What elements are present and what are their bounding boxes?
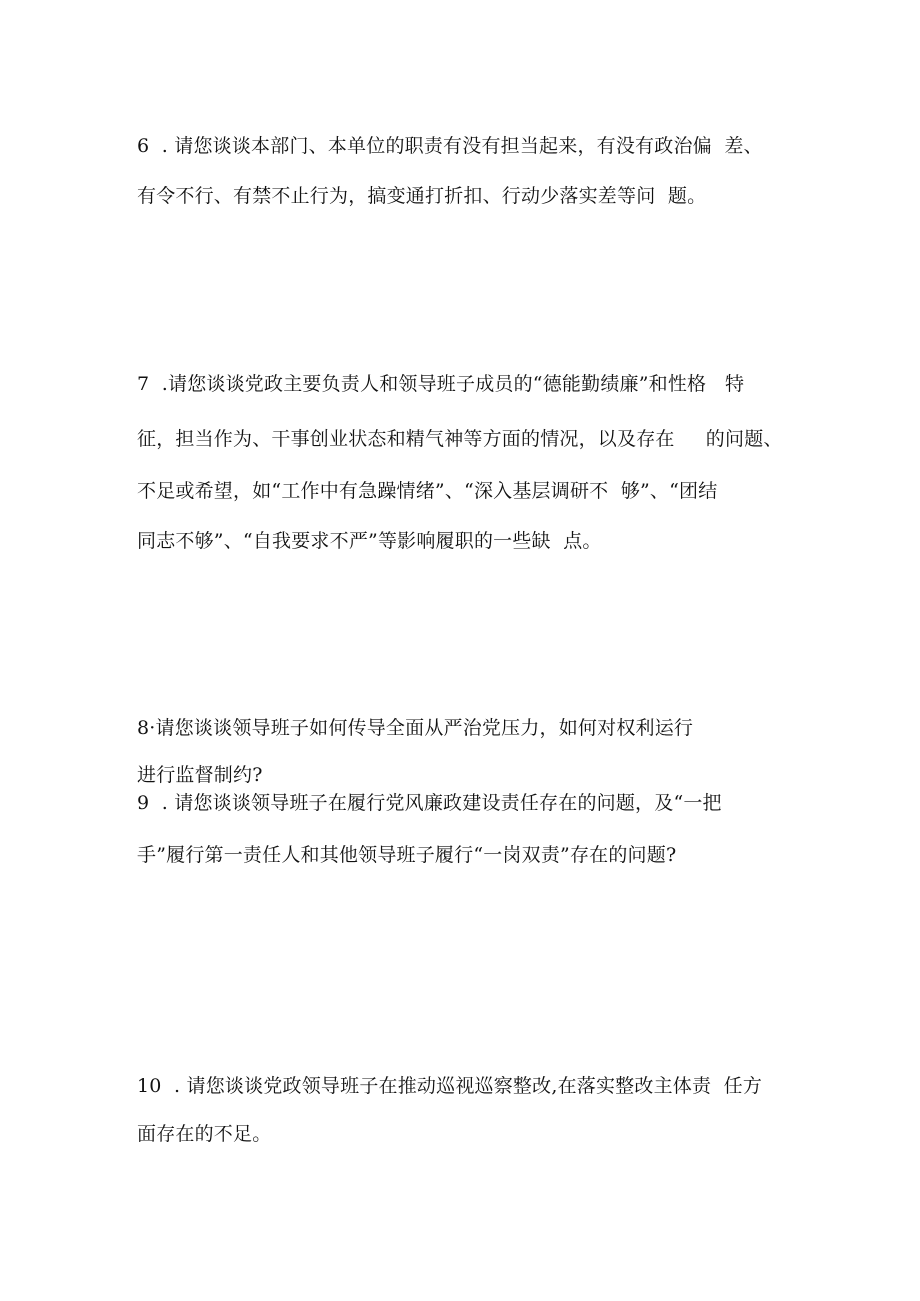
question-9-line-1: 9 . 请您谈谈领导班子在履行党风廉政建设责任存在的问题，及“一把: [137, 792, 722, 814]
question-8-line-1: 8·请您谈谈领导班子如何传导全面从严治党压力，如何对权利运行: [137, 717, 694, 739]
question-7-line-1: 7 .请您谈谈党政主要负责人和领导班子成员的“德能勤绩廉”和性格 特: [137, 373, 745, 395]
question-7-line-2: 征，担当作为、干事创业状态和精气神等方面的情况，以及存在 的问题、: [137, 428, 783, 450]
question-8-line-2: 进行监督制约?: [137, 764, 263, 786]
question-6-line-2: 有令不行、有禁不止行为，搞变通打折扣、行动少落实差等问 题。: [137, 185, 707, 207]
question-10-line-2: 面存在的不足。: [137, 1123, 272, 1145]
question-10-line-1: 10 . 请您谈谈党政领导班子在推动巡视巡察整改,在落实整改主体责 任方: [137, 1075, 763, 1097]
question-9-line-2: 手”履行第一责任人和其他领导班子履行“一岗双责”存在的问题?: [137, 844, 677, 866]
question-7-line-4: 同志不够”、“自我要求不严”等影响履职的一些缺 点。: [137, 530, 602, 552]
question-6-line-1: 6 . 请您谈谈本部门、本单位的职责有没有担当起来，有没有政治偏 差、: [137, 135, 763, 157]
question-7-line-3: 不足或希望，如“工作中有急躁情绪”、“深入基层调研不 够”、“团结: [137, 480, 718, 502]
